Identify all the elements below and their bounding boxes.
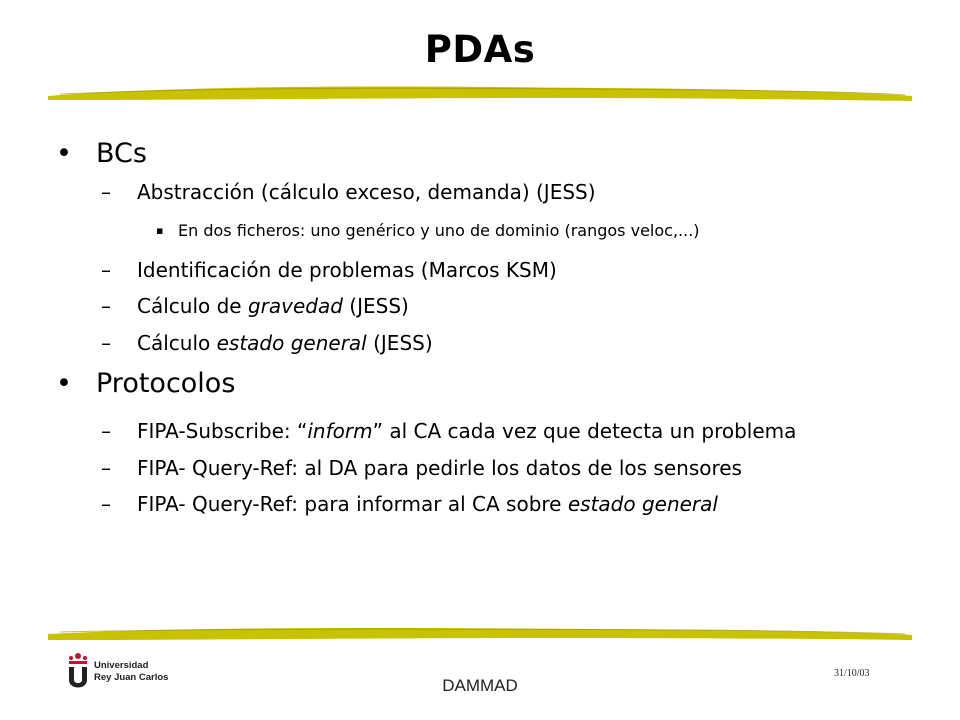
subitem-identificacion xyxy=(101,258,557,282)
subitem-subscribe xyxy=(101,419,797,443)
dash-marker: – xyxy=(101,331,111,355)
bullet-label: BCs xyxy=(96,138,147,169)
bullet-bcs xyxy=(56,138,147,169)
square-marker: ▪ xyxy=(156,224,164,237)
subitem-text-italic: estado general xyxy=(216,331,367,355)
logo-line-1: Universidad xyxy=(94,660,149,671)
subitem-query-ca xyxy=(101,492,718,516)
subitem-gravedad xyxy=(101,294,409,318)
dash-marker: – xyxy=(101,294,111,318)
subitem-text-c: (JESS) xyxy=(366,331,433,355)
subitem-estado xyxy=(101,331,433,355)
bullet-marker: • xyxy=(56,138,72,169)
logo-line-2: Rey Juan Carlos xyxy=(94,672,169,683)
subitem-text-a: FIPA-Subscribe: “ xyxy=(137,419,308,443)
dash-marker: – xyxy=(101,419,111,443)
slide-title: PDAs xyxy=(424,28,536,71)
dash-marker: – xyxy=(101,456,111,480)
subitem-text: Abstracción (cálculo exceso, demanda) (JESS) xyxy=(137,180,596,204)
subitem-ficheros xyxy=(156,221,700,240)
subitem-text-a: Cálculo xyxy=(137,331,217,355)
subitem-text-italic: gravedad xyxy=(247,294,343,318)
subitem-abstraccion xyxy=(101,180,596,204)
subitem-text-italic: inform xyxy=(307,419,373,443)
subitem-text-c: ” al CA cada vez que detecta un problema xyxy=(372,419,797,443)
dash-marker: – xyxy=(101,258,111,282)
bullet-label: Protocolos xyxy=(96,368,236,399)
footer-center-text: DAMMAD xyxy=(442,676,518,695)
subitem-text-italic: estado general xyxy=(567,492,718,516)
bullet-marker: • xyxy=(56,368,72,399)
subitem-text-a: En dos ficheros: xyxy=(178,221,311,240)
subitem-text-a: FIPA- Query-Ref: para informar al CA sobre xyxy=(137,492,568,516)
subitem-query-da xyxy=(101,456,742,480)
footer-date: 31/10/03 xyxy=(834,668,870,679)
subitem-text-c: (JESS) xyxy=(342,294,409,318)
subitem-text: Identificación de problemas (Marcos KSM) xyxy=(137,258,557,282)
dash-marker: – xyxy=(101,492,111,516)
dash-marker: – xyxy=(101,180,111,204)
subitem-text: FIPA- Query-Ref: al DA para pedirle los datos de los sensores xyxy=(137,456,742,480)
subitem-text-a: Cálculo de xyxy=(137,294,248,318)
bullet-protocolos xyxy=(56,368,236,399)
subitem-text-b: uno genérico y uno de dominio (rangos veloc,...) xyxy=(310,221,700,240)
